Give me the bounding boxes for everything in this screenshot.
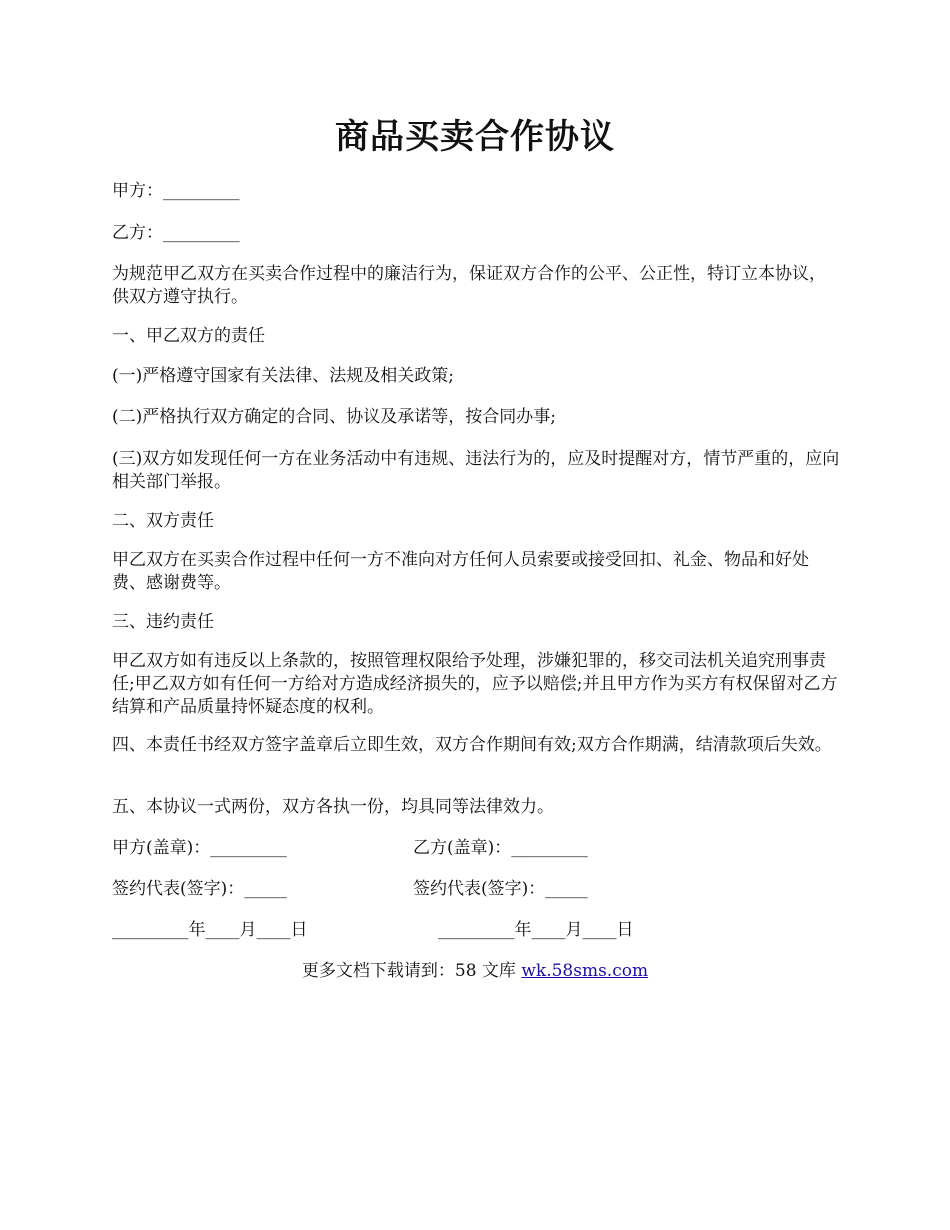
section1-item1: (一)严格遵守国家有关法律、法规及相关政策; bbox=[112, 366, 454, 386]
document-title: 商品买卖合作协议 bbox=[335, 117, 615, 157]
section5-paragraph: 五、本协议一式两份，双方各执一份，均具同等法律效力。 bbox=[112, 797, 554, 817]
party-b-date: _________年____月____日 bbox=[438, 920, 634, 940]
section4-paragraph: 四、本责任书经双方签字盖章后立即生效，双方合作期间有效;双方合作期满，结清款项后失效。 bbox=[112, 735, 832, 755]
party-a-representative: 签约代表(签字)：_____ bbox=[112, 879, 287, 899]
party-b-seal: 乙方(盖章)：_________ bbox=[413, 838, 588, 858]
section1-heading: 一、甲乙双方的责任 bbox=[112, 326, 265, 346]
section1-item3: (三)双方如发现任何一方在业务活动中有违规、违法行为的，应及时提醒对方，情节严重的，应向相关部门举报。 bbox=[112, 449, 840, 492]
intro-paragraph: 为规范甲乙双方在买卖合作过程中的廉洁行为，保证双方合作的公平、公正性，特订立本协议，供双方遵守执行。 bbox=[112, 264, 826, 307]
party-a-seal: 甲方(盖章)：_________ bbox=[112, 838, 287, 858]
section2-heading: 二、双方责任 bbox=[112, 511, 214, 531]
footer-prefix: 更多文档下载请到：58 文库 bbox=[301, 961, 522, 981]
party-a-date: _________年____月____日 bbox=[112, 920, 308, 940]
party-b-representative: 签约代表(签字)：_____ bbox=[413, 879, 588, 899]
party-b-line: 乙方：_________ bbox=[112, 223, 240, 243]
footer bbox=[0, 960, 950, 983]
section2-body: 甲乙双方在买卖合作过程中任何一方不准向对方任何人员索要或接受回扣、礼金、物品和好处费、感谢费等。 bbox=[112, 550, 809, 593]
section3-body: 甲乙双方如有违反以上条款的，按照管理权限给予处理，涉嫌犯罪的，移交司法机关追究刑事责任;甲乙双方如有任何一方给对方造成经济损失的，应予以赔偿;并且甲方作为买方有权保留对乙方结算和产品质量持怀疑态度的权利。 bbox=[112, 651, 838, 717]
footer-link[interactable]: wk.58sms.com bbox=[521, 961, 649, 981]
party-a-line: 甲方：_________ bbox=[112, 181, 240, 201]
section1-item2: (二)严格执行双方确定的合同、协议及承诺等，按合同办事; bbox=[112, 407, 556, 427]
section3-heading: 三、违约责任 bbox=[112, 612, 214, 632]
